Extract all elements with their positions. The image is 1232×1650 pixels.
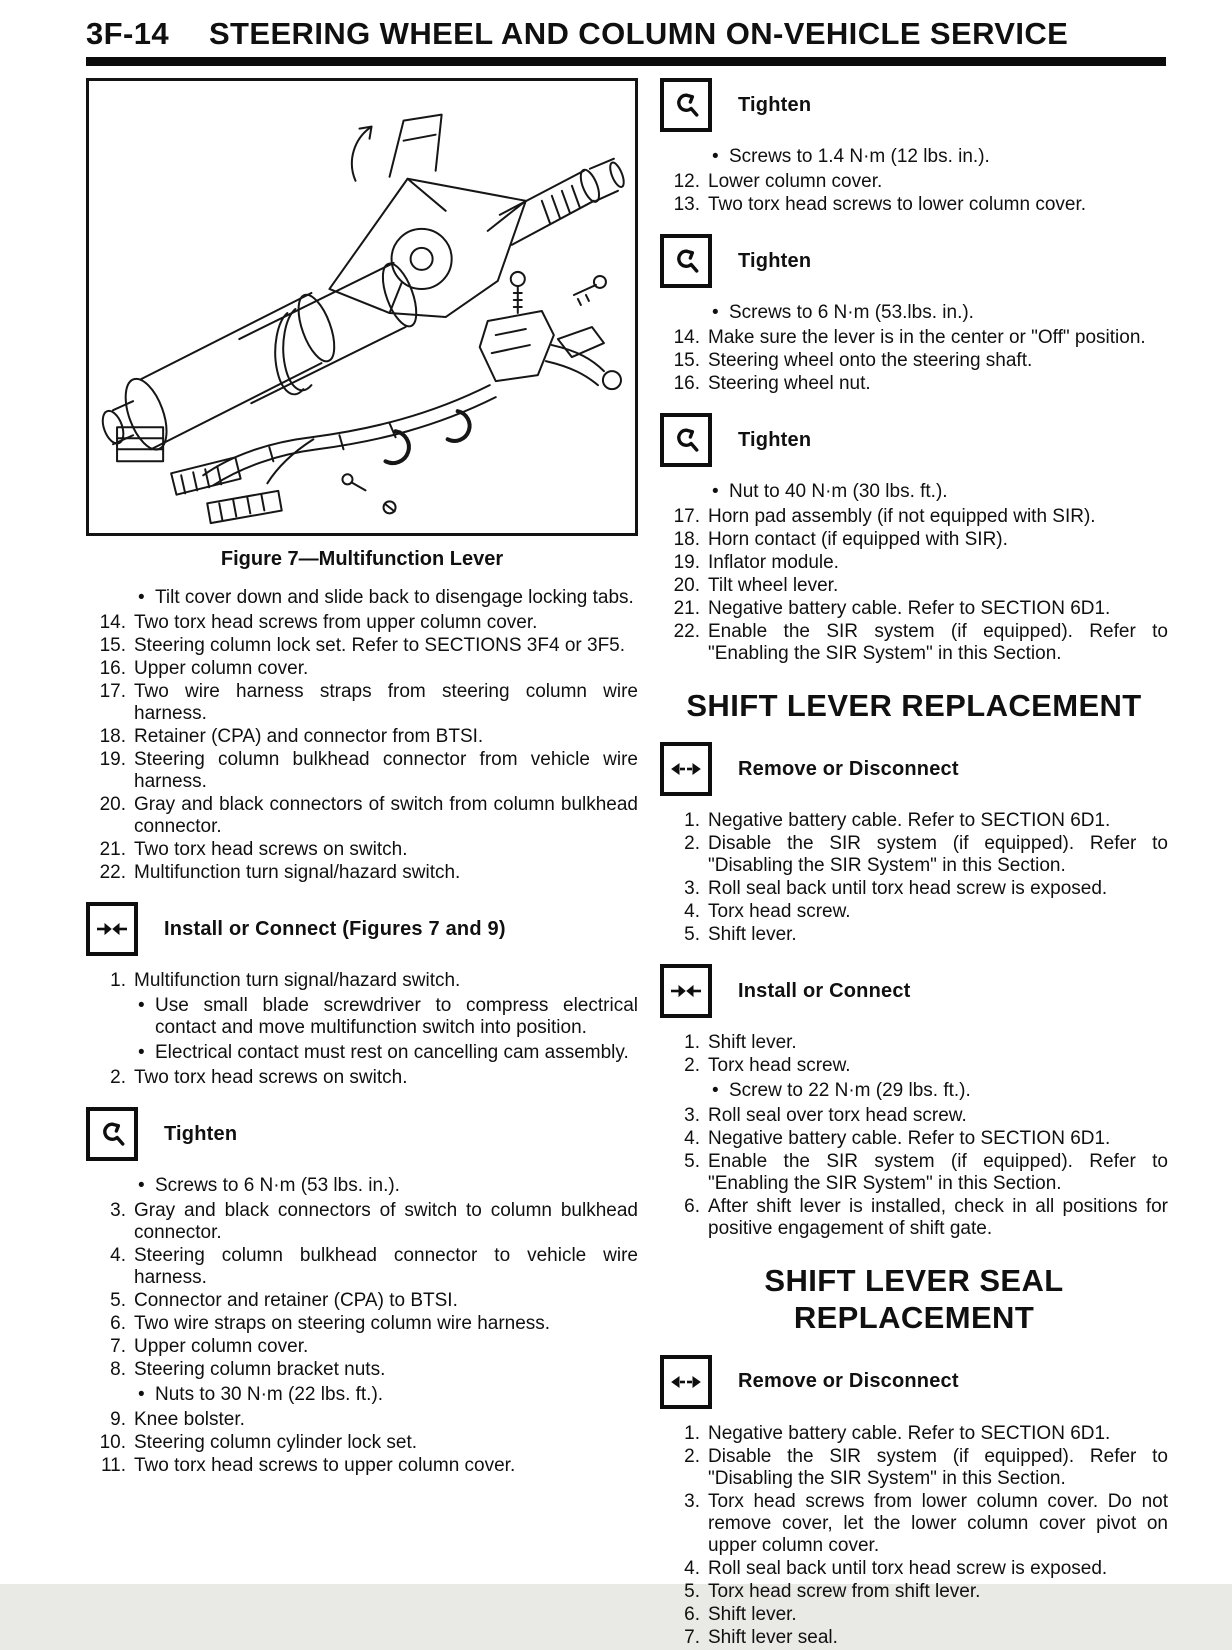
procedure-label: Install or Connect (Figures 7 and 9): [164, 917, 506, 940]
step-number: 5.: [684, 1580, 700, 1602]
step-number: 21.: [673, 598, 700, 619]
step-number: 22.: [673, 621, 700, 642]
procedure-label-row: [660, 78, 1168, 132]
step-text: Retainer (CPA) and connector from BTSI.: [134, 726, 484, 747]
numbered-step: [660, 1491, 1168, 1557]
procedure-label: Tighten: [738, 249, 812, 272]
step-number: 6.: [684, 1196, 700, 1218]
step-number: 16.: [99, 658, 126, 679]
step-number: 4.: [110, 1245, 126, 1266]
numbered-step: [660, 1055, 1168, 1077]
step-number: 3.: [684, 1490, 700, 1512]
bullet-text: Screws to 1.4 N·m (12 lbs. in.).: [729, 146, 990, 167]
step-text: Torx head screw.: [708, 1055, 851, 1077]
numbered-step: [86, 1432, 638, 1454]
step-text: Negative battery cable. Refer to SECTION 6D1.: [708, 598, 1111, 619]
step-text: Shift lever.: [708, 924, 797, 946]
step-number: 5.: [110, 1290, 126, 1311]
bullet-text: Tilt cover down and slide back to disengage locking tabs.: [155, 587, 634, 608]
numbered-step: [660, 598, 1168, 620]
numbered-step: [86, 726, 638, 748]
bullet-note: [712, 302, 1168, 324]
bullet-text: Nuts to 30 N·m (22 lbs. ft.).: [155, 1384, 384, 1405]
numbered-step: [86, 1067, 638, 1089]
step-text: Steering column lock set. Refer to SECTIONS 3F4 or 3F5.: [134, 635, 626, 656]
bullet-dot-icon: •: [712, 481, 719, 502]
step-number: 14.: [673, 327, 700, 348]
procedure-label: Remove or Disconnect: [738, 757, 959, 780]
bullet-note: [138, 1384, 638, 1406]
bullet-text: Screws to 6 N·m (53 lbs. in.).: [155, 1175, 400, 1196]
step-text: Enable the SIR system (if equipped). Refer to "Enabling the SIR System" in this Section.: [708, 621, 1168, 664]
step-number: 13.: [673, 194, 700, 215]
step-text: Torx head screws from lower column cover. Do not remove cover, let the lower column cover pivot on upper column cover.: [708, 1490, 1168, 1556]
bullet-text: Screws to 6 N·m (53.lbs. in.).: [729, 302, 974, 323]
numbered-step: [660, 901, 1168, 923]
figure-frame: [86, 78, 638, 536]
step-number: 6.: [684, 1603, 700, 1625]
numbered-step: [86, 1409, 638, 1431]
column-right: [660, 76, 1168, 1650]
step-text: Gray and black connectors of switch to column bulkhead connector.: [134, 1200, 638, 1243]
step-text: Enable the SIR system (if equipped). Refer to "Enabling the SIR System" in this Section.: [708, 1151, 1168, 1195]
step-text: Horn pad assembly (if not equipped with SIR).: [708, 506, 1096, 527]
step-text: Multifunction turn signal/hazard switch.: [134, 862, 461, 883]
step-text: Two torx head screws to upper column cover.: [134, 1455, 516, 1476]
procedure-label: Tighten: [164, 1122, 238, 1145]
step-text: Knee bolster.: [134, 1409, 245, 1430]
step-number: 16.: [673, 373, 700, 394]
bullet-note: [712, 1080, 1168, 1102]
step-text: Two wire straps on steering column wire harness.: [134, 1313, 551, 1334]
step-text: Upper column cover.: [134, 1336, 309, 1357]
step-text: Roll seal back until torx head screw is exposed.: [708, 1557, 1108, 1579]
step-text: Gray and black connectors of switch from column bulkhead connector.: [134, 794, 638, 837]
step-number: 20.: [99, 794, 126, 815]
step-text: Roll seal over torx head screw.: [708, 1105, 967, 1127]
step-number: 4.: [684, 901, 700, 923]
numbered-step: [660, 373, 1168, 395]
numbered-step: [660, 1105, 1168, 1127]
page-header: [86, 16, 1168, 52]
step-text: After shift lever is installed, check in all positions for positive engagement of shift gate.: [708, 1196, 1168, 1240]
step-text: Torx head screw from shift lever.: [708, 1580, 981, 1602]
numbered-step: [660, 171, 1168, 193]
bullet-text: Nut to 40 N·m (30 lbs. ft.).: [729, 481, 948, 502]
bullet-dot-icon: •: [138, 587, 145, 608]
procedure-label-row: [86, 902, 638, 956]
step-text: Shift lever.: [708, 1603, 797, 1625]
bullet-dot-icon: •: [138, 1042, 145, 1063]
header-rule: [86, 57, 1166, 66]
step-text: Steering column bracket nuts.: [134, 1359, 386, 1380]
numbered-step: [660, 1032, 1168, 1054]
step-number: 2.: [110, 1067, 126, 1088]
procedure-label: Tighten: [738, 93, 812, 116]
numbered-step: [660, 552, 1168, 574]
numbered-step: [660, 575, 1168, 597]
numbered-step: [86, 749, 638, 793]
bullet-dot-icon: •: [712, 1080, 719, 1102]
bullet-dot-icon: •: [138, 1175, 145, 1196]
numbered-step: [86, 839, 638, 861]
step-number: 7.: [684, 1626, 700, 1648]
numbered-step: [86, 681, 638, 725]
numbered-step: [660, 621, 1168, 665]
step-number: 1.: [684, 1032, 700, 1054]
numbered-step: [86, 1313, 638, 1335]
numbered-step: [86, 1455, 638, 1477]
column-left: [86, 76, 638, 1650]
step-number: 20.: [673, 575, 700, 596]
step-number: 19.: [99, 749, 126, 770]
step-number: 4.: [684, 1557, 700, 1579]
step-text: Steering column bulkhead connector to vehicle wire harness.: [134, 1245, 638, 1288]
step-number: 5.: [684, 924, 700, 946]
step-number: 1.: [110, 970, 126, 991]
step-number: 15.: [99, 635, 126, 656]
step-number: 12.: [673, 171, 700, 192]
step-text: Negative battery cable. Refer to SECTION 6D1.: [708, 810, 1111, 832]
step-text: Two torx head screws on switch.: [134, 1067, 408, 1088]
tighten-icon: [660, 78, 712, 132]
step-text: Negative battery cable. Refer to SECTION 6D1.: [708, 1128, 1111, 1150]
procedure-label-row: [660, 1355, 1168, 1409]
numbered-step: [660, 833, 1168, 877]
numbered-step: [660, 194, 1168, 216]
step-number: 3.: [684, 1105, 700, 1127]
numbered-step: [86, 635, 638, 657]
step-number: 17.: [673, 506, 700, 527]
numbered-step: [660, 350, 1168, 372]
remove-icon: [660, 1355, 712, 1409]
numbered-step: [660, 878, 1168, 900]
step-text: Negative battery cable. Refer to SECTION 6D1.: [708, 1422, 1111, 1444]
step-number: 7.: [110, 1336, 126, 1357]
step-text: Multifunction turn signal/hazard switch.: [134, 970, 461, 991]
step-text: Inflator module.: [708, 552, 839, 573]
step-number: 6.: [110, 1313, 126, 1334]
numbered-step: [660, 327, 1168, 349]
step-text: Two torx head screws to lower column cover.: [708, 194, 1087, 215]
step-number: 18.: [673, 529, 700, 550]
procedure-label: Tighten: [738, 428, 812, 451]
bullet-text: Electrical contact must rest on cancelling cam assembly.: [155, 1042, 629, 1063]
numbered-step: [660, 1558, 1168, 1580]
numbered-step: [86, 1245, 638, 1289]
numbered-step: [660, 529, 1168, 551]
step-number: 2.: [684, 1445, 700, 1467]
procedure-label-row: [660, 742, 1168, 796]
two-column-layout: [86, 76, 1168, 1650]
bullet-text: Use small blade screwdriver to compress electrical contact and move multifunction switch into position.: [155, 995, 638, 1038]
numbered-step: [660, 1604, 1168, 1626]
step-number: 22.: [99, 862, 126, 883]
numbered-step: [86, 862, 638, 884]
step-number: 2.: [684, 1055, 700, 1077]
remove-icon: [660, 742, 712, 796]
numbered-step: [86, 1359, 638, 1381]
step-text: Two wire harness straps from steering column wire harness.: [134, 681, 638, 724]
procedure-label: Install or Connect: [738, 979, 911, 1002]
step-number: 18.: [99, 726, 126, 747]
bullet-note: [712, 481, 1168, 503]
bullet-note: [138, 995, 638, 1039]
procedure-label-row: [660, 964, 1168, 1018]
bullet-dot-icon: •: [712, 302, 719, 323]
step-text: Upper column cover.: [134, 658, 309, 679]
step-text: Shift lever seal.: [708, 1626, 838, 1648]
step-number: 19.: [673, 552, 700, 573]
numbered-step: [86, 612, 638, 634]
numbered-step: [86, 970, 638, 992]
step-number: 11.: [100, 1455, 126, 1476]
install-icon: [86, 902, 138, 956]
install-icon: [660, 964, 712, 1018]
step-text: Make sure the lever is in the center or "Off" position.: [708, 327, 1146, 348]
numbered-step: [660, 1196, 1168, 1240]
step-number: 21.: [99, 839, 126, 860]
numbered-step: [660, 1446, 1168, 1490]
tighten-icon: [660, 234, 712, 288]
step-text: Two torx head screws on switch.: [134, 839, 408, 860]
numbered-step: [660, 810, 1168, 832]
numbered-step: [660, 1423, 1168, 1445]
step-number: 15.: [673, 350, 700, 371]
tighten-icon: [86, 1107, 138, 1161]
bullet-note: [138, 587, 638, 609]
step-number: 10.: [99, 1432, 126, 1453]
section-heading: SHIFT LEVER SEAL REPLACEMENT: [764, 1263, 1064, 1336]
bullet-note: [138, 1042, 638, 1064]
bullet-dot-icon: •: [138, 1384, 145, 1405]
step-number: 3.: [684, 878, 700, 900]
step-text: Disable the SIR system (if equipped). Refer to "Disabling the SIR System" in this Section.: [708, 1445, 1168, 1489]
tighten-icon: [660, 413, 712, 467]
bullet-dot-icon: •: [138, 995, 145, 1016]
numbered-step: [86, 1290, 638, 1312]
page-title: STEERING WHEEL AND COLUMN ON-VEHICLE SERVICE: [208, 16, 1069, 51]
bullet-note: [138, 1175, 638, 1197]
step-number: 5.: [684, 1151, 700, 1173]
procedure-label-row: [86, 1107, 638, 1161]
step-number: 2.: [684, 833, 700, 855]
numbered-step: [86, 658, 638, 680]
procedure-label-row: [660, 234, 1168, 288]
numbered-step: [660, 506, 1168, 528]
procedure-label: Remove or Disconnect: [738, 1370, 959, 1393]
numbered-step: [660, 1151, 1168, 1195]
step-text: Shift lever.: [708, 1032, 797, 1054]
step-text: Horn contact (if equipped with SIR).: [708, 529, 1008, 550]
step-text: Torx head screw.: [708, 901, 851, 923]
step-text: Steering wheel onto the steering shaft.: [708, 350, 1033, 371]
step-number: 3.: [110, 1200, 126, 1221]
step-number: 1.: [684, 810, 700, 832]
numbered-step: [86, 1336, 638, 1358]
figure-illustration: [89, 81, 635, 533]
step-text: Connector and retainer (CPA) to BTSI.: [134, 1290, 458, 1311]
step-text: Roll seal back until torx head screw is exposed.: [708, 878, 1108, 900]
page-number: 3F-14: [86, 16, 169, 51]
numbered-step: [86, 1200, 638, 1244]
left-column-blocks: [86, 587, 638, 1477]
figure-caption: Figure 7—Multifunction Lever: [220, 548, 504, 570]
step-text: Tilt wheel lever.: [708, 575, 839, 596]
numbered-step: [660, 924, 1168, 946]
step-number: 14.: [99, 612, 126, 633]
step-text: Steering column cylinder lock set.: [134, 1432, 418, 1453]
step-number: 17.: [99, 681, 126, 702]
step-text: Disable the SIR system (if equipped). Refer to "Disabling the SIR System" in this Section.: [708, 833, 1168, 877]
bullet-note: [712, 146, 1168, 168]
numbered-step: [660, 1128, 1168, 1150]
procedure-label-row: [660, 413, 1168, 467]
step-number: 4.: [684, 1128, 700, 1150]
bullet-text: Screw to 22 N·m (29 lbs. ft.).: [729, 1080, 971, 1102]
section-heading: SHIFT LEVER REPLACEMENT: [686, 688, 1142, 723]
step-text: Lower column cover.: [708, 171, 883, 192]
step-text: Steering column bulkhead connector from vehicle wire harness.: [134, 749, 638, 792]
step-text: Steering wheel nut.: [708, 373, 871, 394]
numbered-step: [660, 1581, 1168, 1603]
numbered-step: [660, 1627, 1168, 1649]
numbered-step: [86, 794, 638, 838]
step-number: 9.: [110, 1409, 126, 1430]
step-number: 1.: [684, 1422, 700, 1444]
bullet-dot-icon: •: [712, 146, 719, 167]
step-text: Two torx head screws from upper column cover.: [134, 612, 538, 633]
step-number: 8.: [110, 1359, 126, 1380]
